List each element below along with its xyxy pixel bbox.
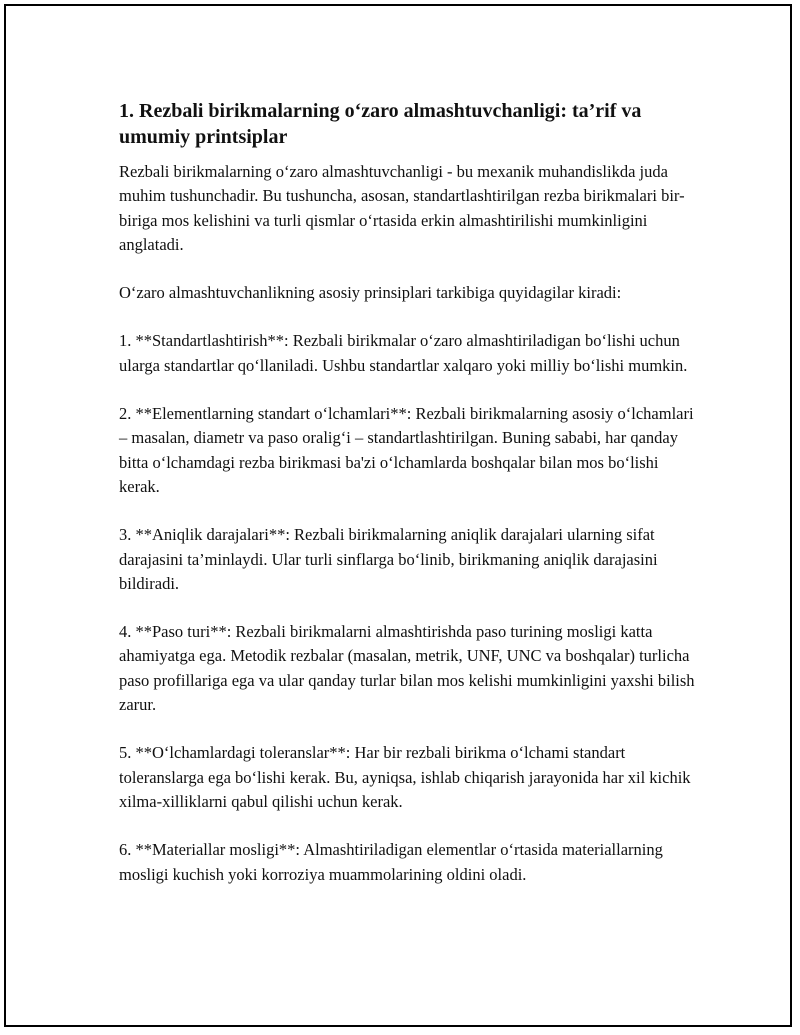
document-title: 1. Rezbali birikmalarning o‘zaro almashtuvchanligi: ta’rif va umumiy printsiplar [119,100,642,148]
page-frame [4,4,792,1027]
principle-standardization: 1. **Standartlashtirish**: Rezbali birikmalar o‘zaro almashtiriladigan bo‘lishi uchun ularga standartlar qo‘llaniladi. Ushbu standartlar xalqaro yoki milliy bo‘lishi mumkin. [119,331,688,375]
principle-accuracy-grades: 3. **Aniqlik darajalari**: Rezbali birikmalarning aniqlik darajalari ularning sifat darajasini ta’minlaydi. Ular turli sinflarga bo‘linib, birikmaning aniqlik darajasini bildiradi. [119,525,658,593]
document-body [119,98,699,911]
principle-pitch-type: 4. **Paso turi**: Rezbali birikmalarni almashtirishda paso turining mosligi katta ahamiyatga ega. Metodik rezbalar (masalan, metrik, UNF, UNC va boshqalar) turlicha paso profillariga ega va ular qanday turlar bilan mos kelishi mumkinligini yaxshi bilish zarur. [119,622,695,715]
principle-standard-dimensions: 2. **Elementlarning standart o‘lchamlari**: Rezbali birikmalarning asosiy o‘lchamlari – masalan, diametr va paso oralig‘i – standartlashtirilgan. Buning sababi, har qanday bitta o‘lchamdagi rezba birikmasi ba'zi o‘lchamlarda boshqalar bilan mos bo‘lishi kerak. [119,404,694,496]
principle-tolerances: 5. **O‘lchamlardagi toleranslar**: Har bir rezbali birikma o‘lchami standart toleranslarga ega bo‘lishi kerak. Bu, ayniqsa, ishlab chiqarish jarayonida har xil kichik xilma-xilliklarni qabul qilishi uchun kerak. [119,743,691,811]
intro-paragraph: Rezbali birikmalarning o‘zaro almashtuvchanligi - bu mexanik muhandislikda juda muhim tushunchadir. Bu tushuncha, asosan, standartlashtirilgan rezba birikmalari bir-biriga mos kelishini va turli qismlar o‘rtasida erkin almashtirilishi mumkinligini anglatadi. [119,162,685,254]
principle-material-compatibility: 6. **Materiallar mosligi**: Almashtiriladigan elementlar o‘rtasida materiallarning mosligi kuchish yoki korroziya muammolarining oldini oladi. [119,840,663,884]
principles-intro-paragraph: O‘zaro almashtuvchanlikning asosiy prinsiplari tarkibiga quyidagilar kiradi: [119,283,622,303]
